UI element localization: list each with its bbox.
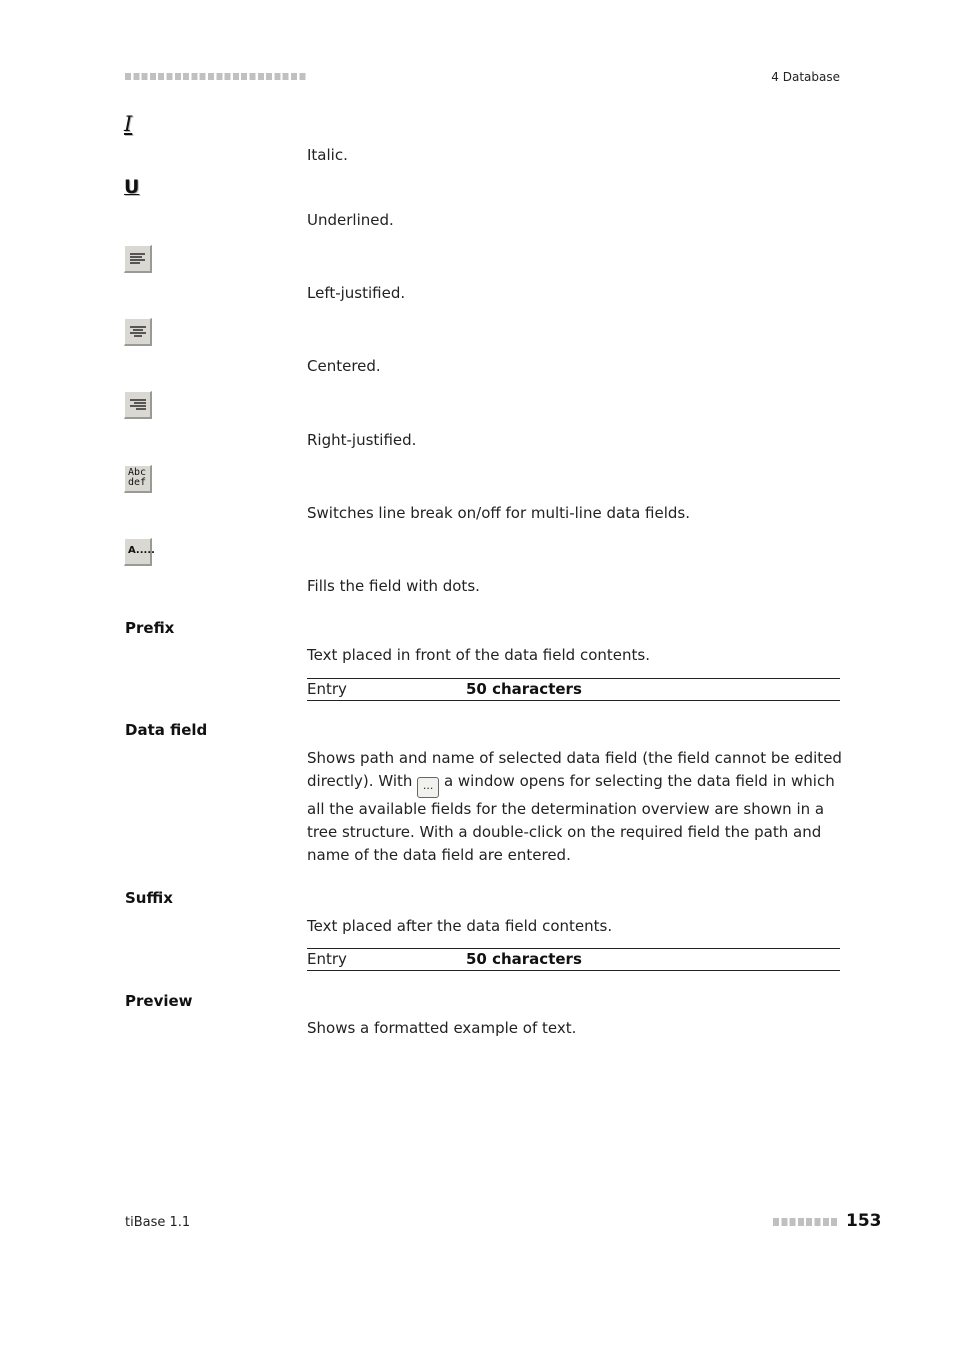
footer-product: tiBase 1.1 — [125, 1215, 191, 1230]
align-left-description: Left-justified. — [307, 284, 406, 302]
header-dots — [125, 73, 307, 80]
prefix-entry-key: Entry — [307, 680, 347, 698]
underline-icon: U — [124, 176, 140, 198]
align-right-icon — [124, 391, 152, 419]
fill-dots-icon — [124, 538, 155, 566]
align-center-icon — [124, 318, 152, 346]
browse-button-icon: ... — [417, 777, 439, 798]
align-right-description: Right-justified. — [307, 431, 417, 449]
align-left-icon — [124, 245, 152, 273]
data-field-description — [307, 747, 847, 867]
line-break-icon-top-text: Abc — [128, 467, 147, 478]
italic-icon: I — [124, 112, 133, 136]
underline-description: Underlined. — [307, 211, 394, 229]
data-field-term: Data field — [125, 721, 208, 739]
suffix-entry-value: 50 characters — [466, 950, 582, 968]
preview-description: Shows a formatted example of text. — [307, 1019, 577, 1037]
line-break-icon-bottom-text: def — [128, 477, 147, 488]
suffix-description: Text placed after the data field contents. — [307, 917, 613, 935]
suffix-entry-key: Entry — [307, 950, 347, 968]
prefix-entry-value: 50 characters — [466, 680, 582, 698]
line-break-icon — [124, 465, 152, 493]
suffix-term: Suffix — [125, 889, 173, 907]
prefix-entry-table — [307, 678, 840, 701]
header-section-title: 4 Database — [771, 70, 840, 84]
fill-dots-description: Fills the field with dots. — [307, 577, 480, 595]
fill-dots-icon-text: A..... — [128, 545, 155, 556]
prefix-term: Prefix — [125, 619, 175, 637]
prefix-description: Text placed in front of the data field contents. — [307, 646, 650, 664]
italic-description: Italic. — [307, 146, 348, 164]
footer-dots — [773, 1218, 839, 1226]
line-break-description: Switches line break on/off for multi-line data fields. — [307, 504, 690, 522]
preview-term: Preview — [125, 992, 193, 1010]
align-center-description: Centered. — [307, 357, 381, 375]
suffix-entry-table — [307, 948, 840, 971]
data-field-text-before: Shows path and name of selected data field (the field cannot be edited directly). With — [307, 749, 842, 790]
page-number: 153 — [846, 1211, 882, 1231]
data-field-text-after: a window opens for selecting the data field in which all the available fields for the determination overview are shown in a tree structure. With a double-click on the required field the path and name of the data field are entered. — [307, 772, 835, 864]
